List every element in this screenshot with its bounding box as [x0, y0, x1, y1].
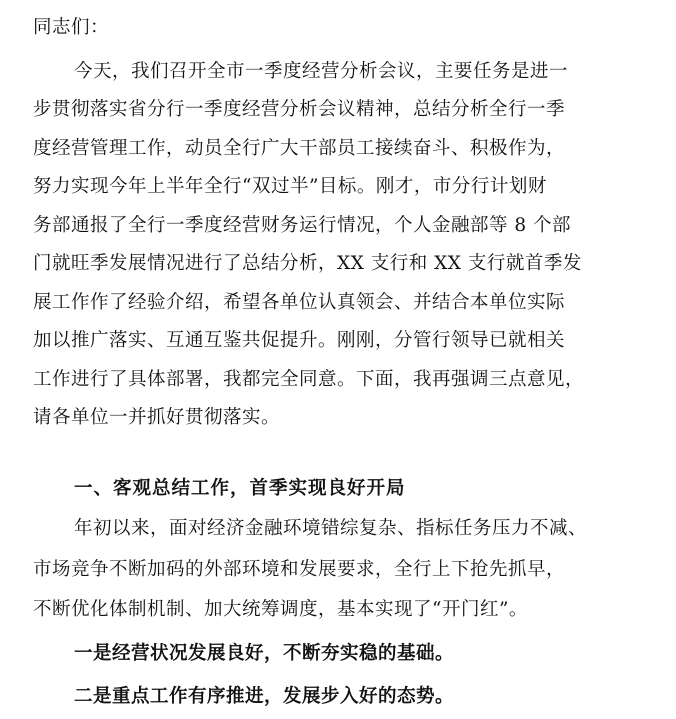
section-line: 年初以来，面对经济金融环境错综复杂、指标任务压力不减、	[74, 518, 588, 539]
intro-line: 展工作作了经验介绍，希望各单位认真领会、并结合本单位实际	[33, 292, 566, 313]
intro-line: 务部通报了全行一季度经营财务运行情况，个人金融部等 8 个部	[33, 215, 572, 236]
intro-line: 度经营管理工作，动员全行广大干部员工接续奋斗、积极作为，	[33, 138, 566, 159]
section-line: 市场竞争不断加码的外部环境和发展要求，全行上下抢先抓早，	[33, 559, 566, 580]
intro-line: 加以推广落实、互通互鉴共促提升。刚刚，分管行领导已就相关	[33, 330, 566, 351]
section-heading: 一、客观总结工作，首季实现良好开局	[74, 478, 406, 499]
salutation: 同志们：	[33, 17, 110, 38]
intro-line: 工作进行了具体部署，我都完全同意。下面，我再强调三点意见，	[33, 369, 585, 390]
section-line: 不断优化体制机制、加大统筹调度，基本实现了“开门红”。	[33, 599, 528, 620]
intro-line: 努力实现今年上半年全行“双过半”目标。刚才，市分行计划财	[33, 176, 547, 197]
point-one: 一是经营状况发展良好，不断夯实稳的基础。	[74, 643, 455, 664]
intro-line: 门就旺季发展情况进行了总结分析，XX 支行和 XX 支行就首季发	[33, 253, 582, 274]
intro-line: 请各单位一并抓好贯彻落实。	[33, 407, 281, 428]
point-two: 二是重点工作有序推进，发展步入好的态势。	[74, 686, 455, 707]
intro-line: 今天，我们召开全市一季度经营分析会议，主要任务是进一	[74, 61, 569, 82]
intro-line: 步贯彻落实省分行一季度经营分析会议精神，总结分析全行一季	[33, 99, 566, 120]
